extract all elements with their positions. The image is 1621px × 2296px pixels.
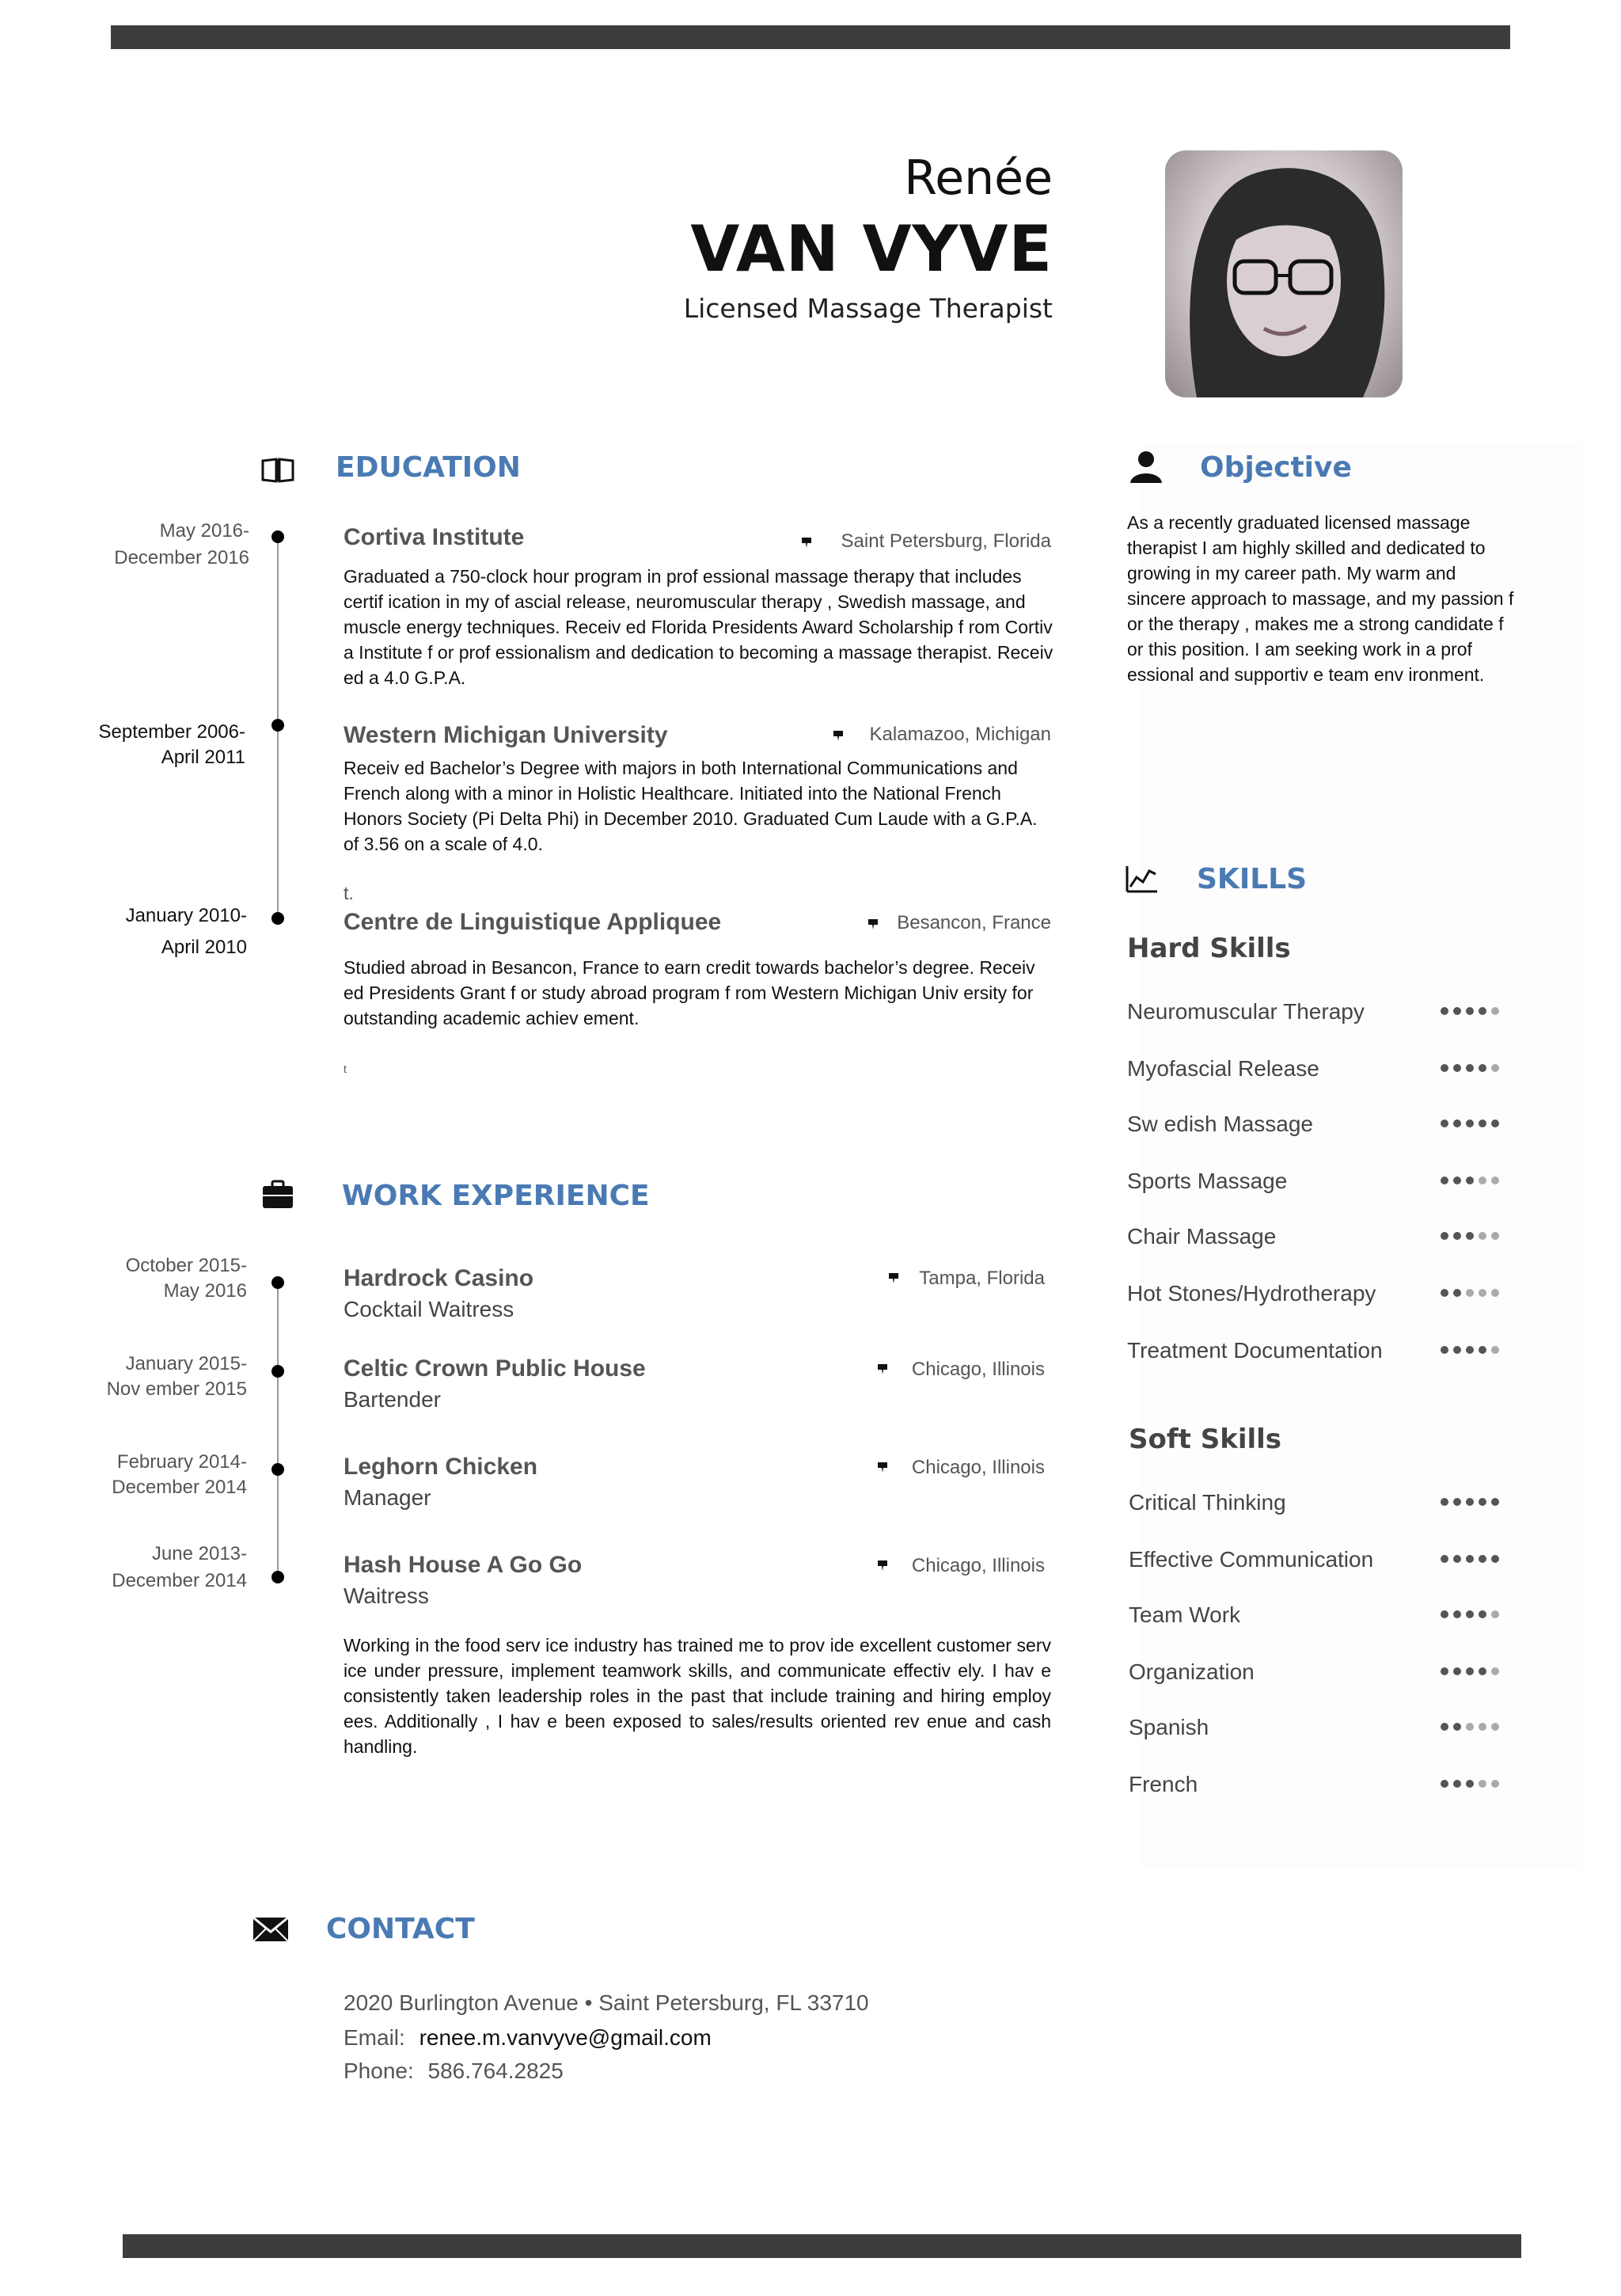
bottom-bar — [123, 2234, 1521, 2258]
rating-dot — [1466, 1177, 1474, 1184]
envelope-icon — [252, 1916, 290, 1947]
rating-dot — [1441, 1723, 1448, 1731]
rating-dot — [1479, 1667, 1486, 1675]
rating-dot — [1453, 1667, 1461, 1675]
rating-dot — [1453, 1555, 1461, 1563]
person-icon — [1129, 450, 1164, 488]
rating-dot — [1453, 1007, 1461, 1015]
skill-name: Hot Stones/Hydrotherapy — [1127, 1281, 1376, 1306]
rating-dot — [1466, 1346, 1474, 1354]
skill-rating — [1441, 1346, 1520, 1355]
skill-name: Team Work — [1129, 1602, 1241, 1627]
skill-rating — [1441, 1667, 1520, 1677]
skill-rating — [1441, 1007, 1520, 1017]
skill-name: Critical Thinking — [1129, 1490, 1286, 1515]
rating-dot — [1466, 1610, 1474, 1618]
phone-value: 586.764.2825 — [427, 2058, 564, 2083]
rating-dot — [1453, 1498, 1461, 1506]
rating-dot — [1479, 1119, 1486, 1127]
rating-dot — [1441, 1177, 1448, 1184]
rating-dot — [1491, 1610, 1499, 1618]
rating-dot — [1479, 1498, 1486, 1506]
work-4-location: Chicago, Illinois — [911, 1555, 1045, 1576]
rating-dot — [1441, 1667, 1448, 1675]
education-2-org: Western Michigan University — [344, 722, 668, 748]
rating-dot — [1453, 1780, 1461, 1788]
work-4-date-start: June 2013- — [151, 1543, 247, 1564]
skill-name: Sports Massage — [1127, 1169, 1288, 1193]
top-bar — [111, 25, 1510, 49]
work-3-role: Manager — [344, 1485, 431, 1510]
rating-dot — [1441, 1007, 1448, 1015]
rating-dot — [1466, 1119, 1474, 1127]
rating-dot — [1453, 1119, 1461, 1127]
timeline-dot — [271, 1365, 284, 1378]
work-4-role: Waitress — [344, 1583, 429, 1608]
rating-dot — [1466, 1498, 1474, 1506]
skill-rating — [1441, 1723, 1520, 1732]
skill-rating — [1441, 1177, 1520, 1186]
rating-dot — [1441, 1119, 1448, 1127]
rating-dot — [1441, 1610, 1448, 1618]
contact-heading: CONTACT — [326, 1913, 475, 1945]
rating-dot — [1441, 1555, 1448, 1563]
work-2-location: Chicago, Illinois — [911, 1359, 1045, 1380]
work-1-role: Cocktail Waitress — [344, 1297, 514, 1321]
work-1-org: Hardrock Casino — [344, 1265, 534, 1291]
skill-rating — [1441, 1064, 1520, 1074]
skill-name: Neuromuscular Therapy — [1127, 999, 1365, 1024]
rating-dot — [1491, 1346, 1499, 1354]
education-heading: EDUCATION — [336, 451, 521, 484]
rating-dot — [1466, 1723, 1474, 1731]
first-name: Renée — [904, 150, 1053, 206]
rating-dot — [1491, 1177, 1499, 1184]
timeline-dot — [271, 1463, 284, 1476]
rating-dot — [1466, 1555, 1474, 1563]
skill-rating — [1441, 1780, 1520, 1789]
rating-dot — [1491, 1289, 1499, 1297]
education-1-location: Saint Petersburg, Florida — [841, 530, 1051, 552]
education-1-org: Cortiva Institute — [344, 524, 525, 550]
work-1-location: Tampa, Florida — [919, 1268, 1045, 1289]
skills-heading: SKILLS — [1197, 863, 1308, 895]
education-3-date-start: January 2010- — [125, 905, 247, 926]
skill-name: Treatment Documentation — [1127, 1338, 1383, 1363]
skill-name: Myofascial Release — [1127, 1056, 1319, 1081]
chart-icon — [1124, 863, 1159, 899]
rating-dot — [1479, 1780, 1486, 1788]
rating-dot — [1453, 1064, 1461, 1072]
rating-dot — [1491, 1119, 1499, 1127]
education-3-org: Centre de Linguistique Appliquee — [344, 909, 722, 935]
rating-dot — [1479, 1289, 1486, 1297]
rating-dot — [1441, 1346, 1448, 1354]
work-timeline — [277, 1281, 279, 1582]
education-3-date-end: April 2010 — [161, 937, 247, 958]
timeline-dot — [271, 1276, 284, 1289]
skill-name: Spanish — [1129, 1715, 1209, 1739]
book-icon — [261, 458, 294, 487]
work-4-date-end: December 2014 — [112, 1570, 247, 1591]
education-2-description: Receiv ed Bachelor’s Degree with majors in both International Communications and French along with a minor in Holistic Healthcare. Initiated into the National French Honors Society (Pi Delta Phi) in December 2010. Graduated Cum Laude with a G.P.A. of 3.56 on a scale of 4.0. — [344, 758, 1038, 854]
timeline-dot — [271, 530, 284, 543]
skill-name: French — [1129, 1772, 1198, 1796]
rating-dot — [1479, 1555, 1486, 1563]
skill-rating — [1441, 1610, 1520, 1620]
rating-dot — [1466, 1289, 1474, 1297]
skill-rating — [1441, 1498, 1520, 1507]
rating-dot — [1453, 1177, 1461, 1184]
education-2-date-end: April 2011 — [161, 747, 245, 768]
hard-skills-heading: Hard Skills — [1127, 933, 1291, 964]
education-3-description: Studied abroad in Besancon, France to earn credit towards bachelor’s degree. Receiv ed Presidents Grant f or study abroad program f rom Western Michigan Univ ersity for outstanding academic achiev ement. — [344, 957, 1035, 1028]
timeline-dot — [271, 719, 284, 732]
profile-photo — [1165, 150, 1403, 397]
rating-dot — [1466, 1064, 1474, 1072]
briefcase-icon — [261, 1180, 294, 1214]
rating-dot — [1491, 1555, 1499, 1563]
soft-skills-heading: Soft Skills — [1129, 1424, 1282, 1455]
skill-rating — [1441, 1555, 1520, 1564]
work-3-date-start: February 2014- — [116, 1451, 247, 1473]
education-1-description: Graduated a 750-clock hour program in prof essional massage therapy that includes certif ication in my of ascial release, neuromuscular therapy , Swedish massage, and muscle energy techniques. Receiv ed Florida Presidents Award Scholarship f rom Cortiv a Institute f or prof essionalism and dedication to becoming a massage therapist. Receiv ed a 4.0 G.P.A. — [344, 566, 1053, 688]
work-summary: Working in the food serv ice industry has trained me to prov ide excellent customer serv ice under pressure, implement teamwork skills, and communicate effectiv ely. I hav e consistently taken leadership roles in the past that include training and hiring employ ees. Additionally , I hav e been exposed to sales/results oriented rev enue and cash handling. — [344, 1635, 1051, 1757]
rating-dot — [1479, 1346, 1486, 1354]
last-name: VAN VYVE — [690, 212, 1053, 286]
rating-dot — [1466, 1232, 1474, 1240]
rating-dot — [1479, 1064, 1486, 1072]
rating-dot — [1453, 1289, 1461, 1297]
rating-dot — [1491, 1232, 1499, 1240]
work-2-date-start: January 2015- — [125, 1353, 247, 1374]
rating-dot — [1441, 1498, 1448, 1506]
timeline-dot — [271, 1571, 284, 1583]
skill-name: Organization — [1129, 1659, 1255, 1684]
work-2-org: Celtic Crown Public House — [344, 1355, 646, 1382]
education-2-date-start: September 2006- — [98, 721, 245, 743]
rating-dot — [1491, 1007, 1499, 1015]
rating-dot — [1441, 1232, 1448, 1240]
rating-dot — [1453, 1232, 1461, 1240]
work-1-date-start: October 2015- — [125, 1255, 247, 1276]
objective-heading: Objective — [1200, 451, 1352, 484]
email-link[interactable]: renee.m.vanvyve@gmail.com — [419, 2025, 712, 2050]
contact-email — [344, 2025, 712, 2051]
work-heading: WORK EXPERIENCE — [342, 1180, 650, 1212]
education-2-location: Kalamazoo, Michigan — [869, 724, 1051, 745]
rating-dot — [1479, 1007, 1486, 1015]
rating-dot — [1479, 1232, 1486, 1240]
rating-dot — [1479, 1723, 1486, 1731]
contact-address: 2020 Burlington Avenue • Saint Petersburg, FL 33710 — [344, 1990, 869, 2015]
skill-name: Effective Communication — [1129, 1547, 1374, 1572]
work-4-org: Hash House A Go Go — [344, 1552, 583, 1578]
skill-rating — [1441, 1289, 1520, 1298]
timeline-dot — [271, 912, 284, 925]
education-1-date-end: December 2016 — [114, 547, 249, 568]
email-label: Email: — [344, 2025, 405, 2050]
rating-dot — [1479, 1177, 1486, 1184]
rating-dot — [1441, 1780, 1448, 1788]
work-1-date-end: May 2016 — [163, 1280, 247, 1302]
rating-dot — [1479, 1610, 1486, 1618]
rating-dot — [1441, 1064, 1448, 1072]
rating-dot — [1466, 1007, 1474, 1015]
rating-dot — [1491, 1064, 1499, 1072]
rating-dot — [1491, 1667, 1499, 1675]
skill-rating — [1441, 1119, 1520, 1129]
phone-label: Phone: — [344, 2058, 414, 2083]
objective-text: As a recently graduated licensed massage therapist I am highly skilled and dedicated to growing in my career path. My warm and sincere approach to massage, and my passion f or the therapy , makes me a strong candidate f or this position. I am seeking work in a prof essional and supportiv e team env ironment. — [1127, 512, 1514, 685]
rating-dot — [1441, 1289, 1448, 1297]
education-3-trailing: t — [344, 1062, 347, 1075]
rating-dot — [1491, 1780, 1499, 1788]
skill-rating — [1441, 1232, 1520, 1241]
work-3-org: Leghorn Chicken — [344, 1454, 538, 1480]
rating-dot — [1466, 1667, 1474, 1675]
rating-dot — [1466, 1780, 1474, 1788]
rating-dot — [1453, 1610, 1461, 1618]
rating-dot — [1491, 1498, 1499, 1506]
rating-dot — [1491, 1723, 1499, 1731]
skill-name: Sw edish Massage — [1127, 1112, 1314, 1136]
work-3-location: Chicago, Illinois — [911, 1457, 1045, 1478]
rating-dot — [1453, 1346, 1461, 1354]
work-3-date-end: December 2014 — [112, 1477, 247, 1498]
education-1-date-start: May 2016- — [159, 520, 249, 542]
rating-dot — [1453, 1723, 1461, 1731]
education-3-location: Besancon, France — [897, 912, 1051, 933]
work-2-role: Bartender — [344, 1387, 441, 1412]
contact-phone — [344, 2058, 564, 2084]
education-2-trailing: t. — [344, 883, 354, 903]
skill-name: Chair Massage — [1127, 1224, 1277, 1249]
job-title: Licensed Massage Therapist — [683, 293, 1053, 324]
work-2-date-end: Nov ember 2015 — [106, 1378, 247, 1400]
